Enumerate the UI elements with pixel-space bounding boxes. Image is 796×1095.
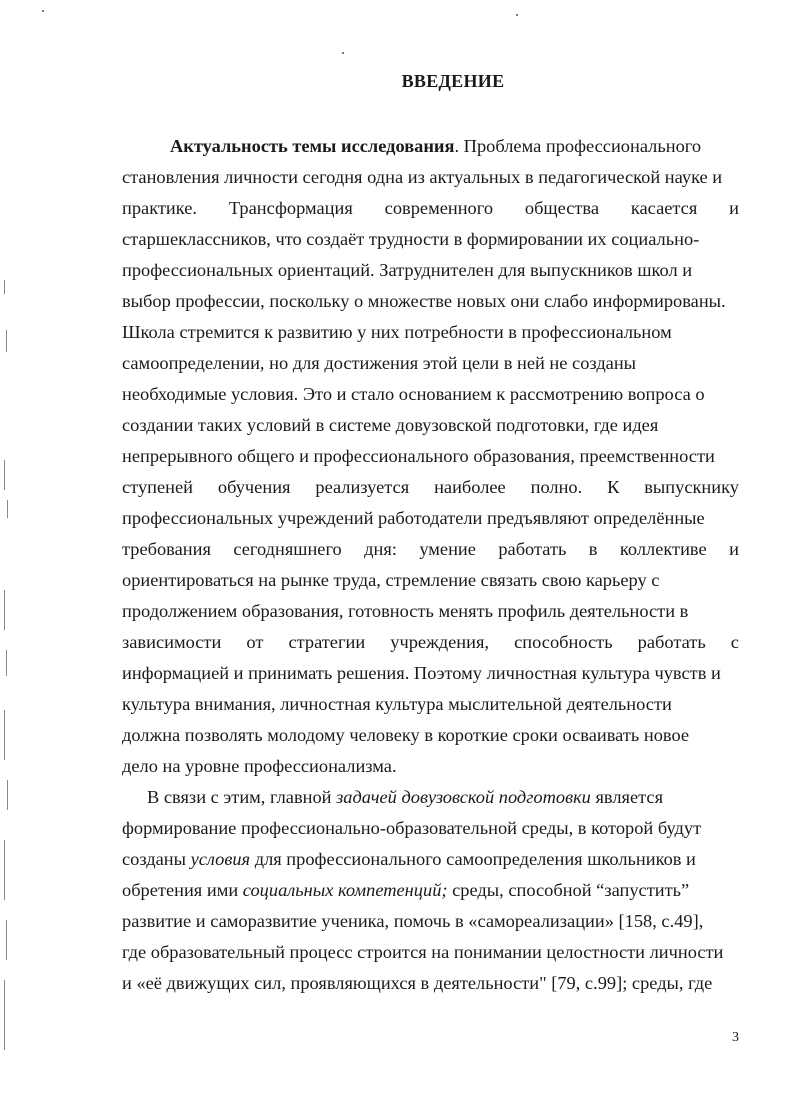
paragraph-line bbox=[122, 193, 739, 224]
scan-edge-noise bbox=[4, 260, 12, 1080]
paragraph-line: информацией и принимать решения. Поэтому личностная культура чувств и bbox=[122, 663, 721, 683]
word: стратегии bbox=[288, 632, 366, 652]
paragraph-line: старшеклассников, что создаёт трудности в формировании их социально- bbox=[122, 229, 700, 249]
document-body bbox=[122, 131, 739, 999]
word: учреждения, bbox=[390, 632, 490, 652]
paragraph-line: созданы условия для профессионального самоопределения школьников и bbox=[122, 849, 696, 869]
page-number: 3 bbox=[732, 1030, 739, 1045]
paragraph-line: и «её движущих сил, проявляющихся в деятельности" [79, с.99]; среды, где bbox=[122, 973, 713, 993]
emphasis-text: задачей довузовской подготовки bbox=[336, 787, 591, 807]
word: требования bbox=[122, 539, 211, 559]
word: современного bbox=[384, 198, 494, 218]
word: Трансформация bbox=[228, 198, 353, 218]
word: от bbox=[246, 632, 264, 652]
word: практике. bbox=[122, 198, 198, 218]
paragraph-line: профессиональных учреждений работодатели предъявляют определённые bbox=[122, 508, 705, 528]
scan-speck bbox=[342, 52, 344, 54]
word: коллективе bbox=[619, 539, 707, 559]
paragraph-line: самоопределении, но для достижения этой цели в ней не созданы bbox=[122, 353, 637, 373]
paragraph-line: должна позволять молодому человеку в короткие сроки осваивать новое bbox=[122, 725, 690, 745]
word: К bbox=[607, 477, 620, 497]
paragraph-line: продолжением образования, готовность менять профиль деятельности в bbox=[122, 601, 689, 621]
paragraph-line: создании таких условий в системе довузовской подготовки, где идея bbox=[122, 415, 659, 435]
word: дня: bbox=[364, 539, 397, 559]
page-title: ВВЕДЕНИЕ bbox=[401, 71, 505, 91]
word: работать bbox=[637, 632, 706, 652]
paragraph-line: Школа стремится к развитию у них потребности в профессиональном bbox=[122, 322, 672, 342]
paragraph-line bbox=[122, 472, 739, 503]
word: в bbox=[588, 539, 598, 559]
paragraph-line bbox=[122, 534, 739, 565]
emphasis-text: социальных компетенций; bbox=[242, 880, 448, 900]
word: касается bbox=[630, 198, 698, 218]
word: умение bbox=[419, 539, 476, 559]
word: наиболее bbox=[434, 477, 506, 497]
paragraph-line: дело на уровне профессионализма. bbox=[122, 756, 397, 776]
paragraph-line: становления личности сегодня одна из актуальных в педагогической науке и bbox=[122, 167, 723, 187]
paragraph-line: где образовательный процесс строится на понимании целостности личности bbox=[122, 942, 724, 962]
paragraph-line: формирование профессионально-образовательной среды, в которой будут bbox=[122, 818, 702, 838]
word: способность bbox=[514, 632, 613, 652]
word: общества bbox=[524, 198, 600, 218]
paragraph-line: развитие и саморазвитие ученика, помочь в «самореализации» [158, с.49], bbox=[122, 911, 704, 931]
word: ступеней bbox=[122, 477, 194, 497]
paragraph-line: ориентироваться на рынке труда, стремление связать свою карьеру с bbox=[122, 570, 660, 590]
paragraph-line: выбор профессии, поскольку о множестве новых они слабо информированы. bbox=[122, 291, 726, 311]
word: работать bbox=[498, 539, 567, 559]
scan-speck bbox=[42, 10, 44, 12]
paragraph-line: В связи с этим, главной задачей довузовской подготовки является bbox=[147, 787, 664, 807]
word: обучения bbox=[217, 477, 291, 497]
paragraph-line: необходимые условия. Это и стало основанием к рассмотрению вопроса о bbox=[122, 384, 705, 404]
lead-phrase: Актуальность темы исследования bbox=[170, 136, 455, 156]
word: и bbox=[729, 198, 739, 218]
paragraph-line: обретения ими социальных компетенций; среды, способной “запустить” bbox=[122, 880, 690, 900]
emphasis-text: условия bbox=[190, 849, 251, 869]
paragraph-line: профессиональных ориентаций. Затруднителен для выпускников школ и bbox=[122, 260, 693, 280]
word: и bbox=[729, 539, 739, 559]
scan-speck bbox=[516, 14, 518, 16]
word: с bbox=[730, 632, 739, 652]
word: реализуется bbox=[315, 477, 410, 497]
paragraph-line: культура внимания, личностная культура мыслительной деятельности bbox=[122, 694, 672, 714]
word: полно. bbox=[530, 477, 583, 497]
word: выпускнику bbox=[644, 477, 739, 497]
word: сегодняшнего bbox=[233, 539, 342, 559]
paragraph-line: непрерывного общего и профессионального образования, преемственности bbox=[122, 446, 715, 466]
paragraph-line: Актуальность темы исследования. Проблема профессионального bbox=[170, 136, 702, 156]
word: зависимости bbox=[122, 632, 222, 652]
paragraph-line bbox=[122, 627, 739, 658]
